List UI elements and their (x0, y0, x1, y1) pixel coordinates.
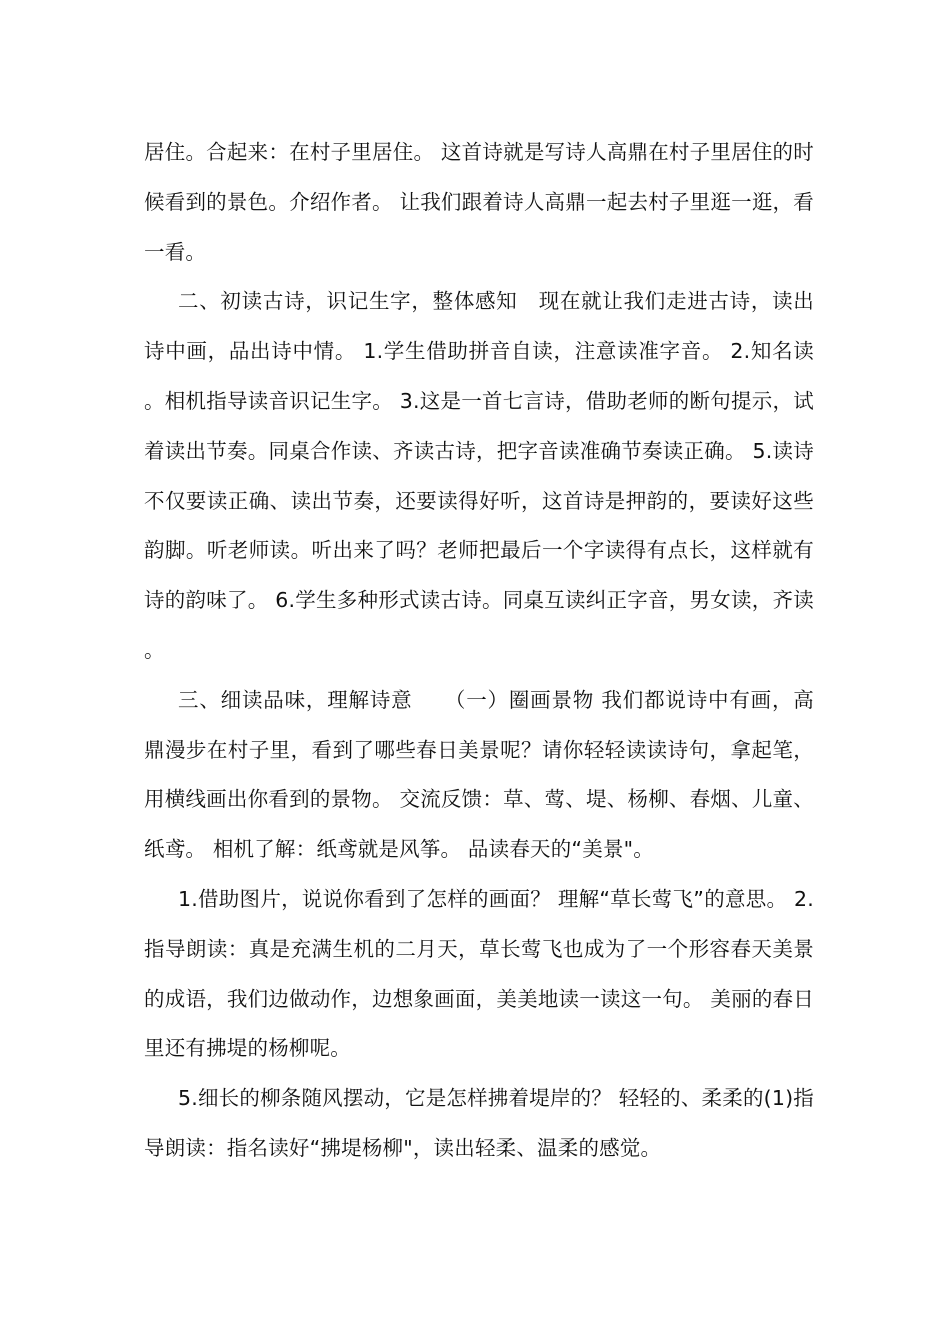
paragraph-5: 5.细长的柳条随风摆动，它是怎样拂着堤岸的？ 轻轻的、柔柔的(1)指导朗读：指名读好“拂堤杨柳"，读出轻柔、温柔的感觉。 (144, 1086, 814, 1160)
paragraph-2: 二、初读古诗，识记生字，整体感知 现在就让我们走进古诗，读出诗中画，品出诗中情。 1.学生借助拼音自读，注意读准字音。 2.知名读。相机指导读音识记生字。 3.这是一首七言诗，借助老师的断句提示，试着读出节奏。同桌合作读、齐读古诗，把字音读准确节奏读正确。 5.读诗不仅要读正确、读出节奏，还要读得好听，这首诗是押韵的，要读好这些韵脚。听老师读。听出来了吗？老师把最后一个字读得有点长，这样就有诗的韵味了。 6.学生多种形式读古诗。同桌互读纠正字音，男女读，齐读。 (144, 289, 814, 662)
paragraph-1: 居住。合起来：在村子里居住。 这首诗就是写诗人高鼎在村子里居住的时候看到的景色。介绍作者。 让我们跟着诗人高鼎一起去村子里逛一逛，看一看。 (144, 140, 814, 264)
paragraph-3: 三、细读品味，理解诗意 （一）圈画景物 我们都说诗中有画，高鼎漫步在村子里，看到了哪些春日美景呢？请你轻轻读读诗句，拿起笔，用横线画出你看到的景物。 交流反馈：草、莺、堤、杨柳、春烟、儿童、纸鸢。 相机了解：纸鸢就是风筝。 品读春天的“美景"。 (144, 687, 814, 862)
paragraph-4: 1.借助图片，说说你看到了怎样的画面？ 理解“草长莺飞”的意思。 2.指导朗读：真是充满生机的二月天，草长莺飞也成为了一个形容春天美景的成语，我们边做动作，边想象画面，美美地读一读这一句。 美丽的春日里还有拂堤的杨柳呢。 (144, 886, 814, 1061)
document-body (144, 128, 814, 1174)
